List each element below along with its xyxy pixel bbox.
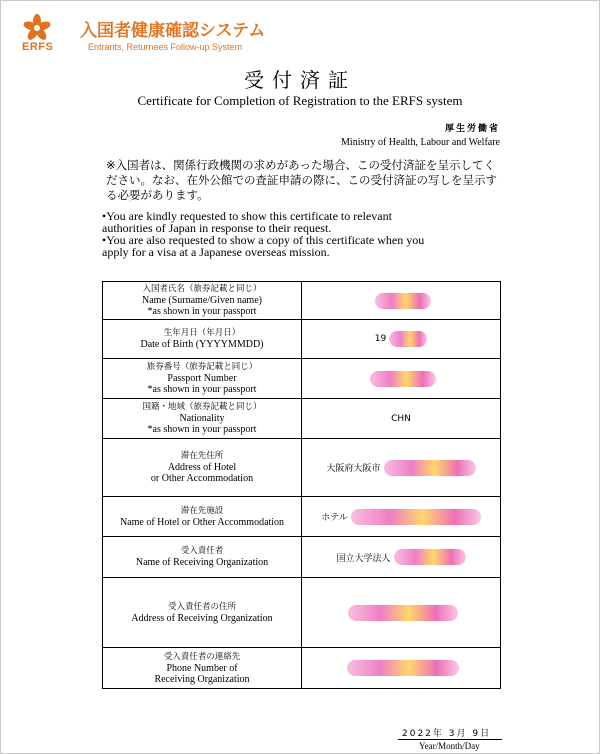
field-label-jp: 受入責任者の住所: [167, 601, 236, 612]
field-label: [103, 648, 302, 689]
field-label-en-note: *as shown in your passport: [147, 424, 257, 435]
field-value: [302, 578, 501, 648]
field-label: [103, 320, 302, 359]
field-label-en: Address of Receiving Organization: [131, 612, 273, 624]
row-name: [103, 282, 501, 320]
row-hotel-address: [103, 439, 501, 497]
field-label-en-note: *as shown in your passport: [147, 306, 257, 317]
system-name-en: Entrants, Returnees Follow-up System: [88, 42, 243, 52]
field-label: [103, 282, 302, 320]
registration-info-table: [102, 281, 501, 689]
field-label-jp: 滞在先施設: [180, 505, 224, 516]
field-label-en: Name of Receiving Organization: [135, 557, 269, 568]
issuer-name-jp: 厚生労働省: [444, 124, 500, 134]
notice-en-line: •You are also requested to show a copy of this certificate when you: [102, 233, 425, 247]
field-label-en: Date of Birth (YYYYMMDD): [140, 339, 264, 350]
value-text: 国立大学法人: [336, 553, 391, 564]
field-label-en: Name (Surname/Given name): [142, 295, 262, 306]
system-name-jp: 入国者健康確認システム: [80, 21, 266, 41]
field-label-en: Passport Number: [167, 373, 237, 384]
field-label-en: Nationality: [179, 413, 225, 424]
value-text: 大阪府大阪市: [326, 464, 381, 474]
field-label-en-note: Receiving Organization: [154, 673, 250, 685]
erfs-logo: [18, 12, 318, 60]
nationality-value: CHN: [391, 413, 411, 424]
row-receiving-organization: [103, 537, 501, 578]
row-organization-phone: [103, 648, 501, 689]
notice-en-line: authorities of Japan in response to their request.: [102, 221, 332, 235]
date-underline: [398, 739, 502, 740]
row-organization-address: [103, 578, 501, 648]
field-label-en: Name of Hotel or Other Accommodation: [119, 516, 285, 528]
date-format-label: Year/Month/Day: [419, 741, 480, 751]
field-label-jp: 受入責任者の連絡先: [163, 651, 241, 662]
field-label: [103, 537, 302, 578]
redaction-mark: [384, 460, 476, 476]
field-value: [302, 282, 501, 320]
field-label-en-note: or Other Accommodation: [150, 473, 254, 484]
field-label-en: Address of Hotel: [167, 462, 237, 473]
notice-en-line: apply for a visa at a Japanese overseas mission.: [102, 245, 330, 259]
field-label-en: Phone Number of: [166, 662, 238, 674]
redaction-mark: [394, 549, 466, 565]
redaction-mark: [348, 605, 458, 621]
value-text: 19: [374, 334, 387, 344]
field-label: [103, 497, 302, 537]
field-value: [302, 537, 501, 578]
value-text: ホテル: [321, 513, 348, 523]
notice-en: [102, 210, 512, 258]
issue-date: 2022年 3月 9日: [402, 729, 492, 739]
field-value: [302, 399, 501, 439]
field-label-jp: 旅券番号（旅券記載と同じ）: [146, 362, 258, 372]
field-label: [103, 439, 302, 497]
row-hotel-name: [103, 497, 501, 537]
certificate-title-jp: 受付済証: [244, 68, 356, 92]
redaction-mark: [370, 371, 436, 387]
logo-text: ERFS: [22, 41, 54, 53]
redaction-mark: [375, 293, 431, 309]
field-label-jp: 入国者氏名（旅券記載と同じ）: [142, 284, 262, 294]
field-label-jp: 滞在先住所: [180, 451, 224, 461]
field-label-en-note: *as shown in your passport: [147, 384, 257, 395]
row-date-of-birth: [103, 320, 501, 359]
redaction-mark: [351, 509, 481, 525]
field-value: [302, 359, 501, 399]
field-label: [103, 399, 302, 439]
notice-en-line: •You are kindly requested to show this certificate to relevant: [102, 209, 392, 223]
redaction-mark: [389, 331, 427, 347]
redaction-mark: [347, 660, 459, 676]
field-label-jp: 受入責任者: [180, 546, 224, 556]
field-label: [103, 578, 302, 648]
row-passport-number: [103, 359, 501, 399]
issuer-name-en: Ministry of Health, Labour and Welfare: [341, 137, 500, 148]
row-nationality: [103, 399, 501, 439]
field-value: [302, 439, 501, 497]
field-label: [103, 359, 302, 399]
field-label-jp: 国籍・地域（旅券記載と同じ）: [142, 402, 262, 412]
field-value: [302, 497, 501, 537]
field-value: [302, 320, 501, 359]
notice-jp: ※入国者は、関係行政機関の求めがあった場合、この受付済証を呈示してください。なお、在外公館での査証申請の際に、この受付済証の写しを呈示する必要があります。: [106, 158, 497, 202]
field-value: [302, 648, 501, 689]
certificate-title-en: Certificate for Completion of Registration to the ERFS system: [137, 93, 463, 108]
field-label-jp: 生年月日（年月日）: [163, 328, 241, 338]
